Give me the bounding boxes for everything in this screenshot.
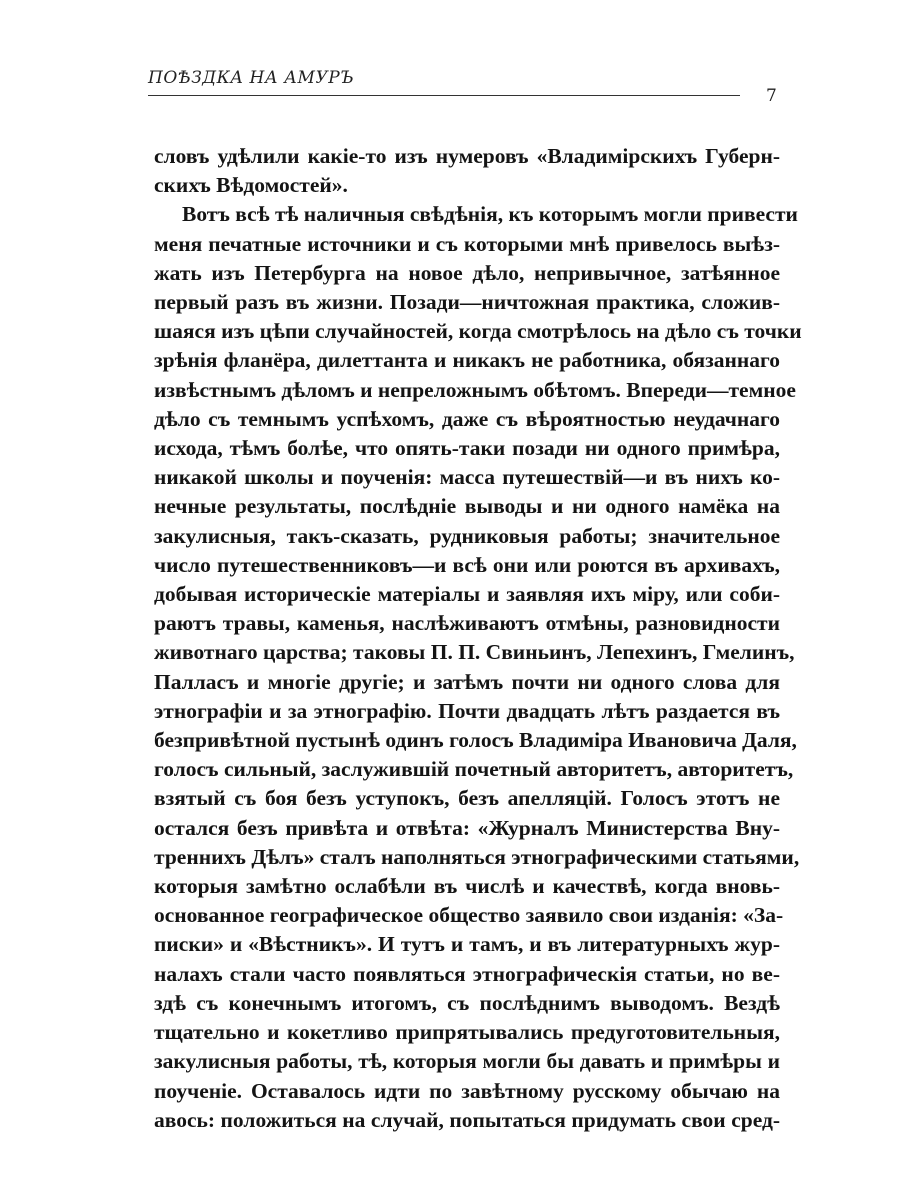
header-rule bbox=[148, 95, 740, 96]
text-line: основанное географическое общество заявило свои изданія: «За- bbox=[154, 903, 784, 928]
text-line: закулисныя, такъ-сказать, рудниковыя работы; значительное bbox=[154, 523, 780, 548]
text-line: этнографіи и за этнографію. Почти двадцать лѣтъ раздается въ bbox=[154, 698, 780, 723]
text-line: голосъ сильный, заслужившій почетный авторитетъ, авторитетъ, bbox=[154, 757, 794, 782]
text-line: треннихъ Дѣлъ» сталъ наполняться этнографическими статьями, bbox=[154, 844, 800, 869]
text-line: нечные результаты, послѣдніе выводы и ни одного намёка на bbox=[154, 494, 780, 519]
text-line: исхода, тѣмъ болѣе, что опять-таки позади ни одного примѣра, bbox=[154, 436, 780, 461]
text-line: тщательно и кокетливо припрятывались предуготовительныя, bbox=[154, 1020, 780, 1045]
text-line: извѣстнымъ дѣломъ и непреложнымъ обѣтомъ. Впереди—темное bbox=[154, 377, 796, 402]
text-line: дѣло съ темнымъ успѣхомъ, даже съ вѣроятностью неудачнаго bbox=[154, 406, 780, 431]
text-line: Вотъ всѣ тѣ наличныя свѣдѣнія, къ которымъ могли привести bbox=[182, 202, 798, 227]
text-line: писки» и «Вѣстникъ». И тутъ и тамъ, и въ литературныхъ жур- bbox=[154, 932, 780, 957]
page-number: 7 bbox=[766, 86, 777, 106]
text-line: взятый съ боя безъ уступокъ, безъ апелляцій. Голосъ этотъ не bbox=[154, 786, 780, 811]
text-line: число путешественниковъ—и всѣ они или роются въ архивахъ, bbox=[154, 552, 780, 577]
text-line: поученіе. Оставалось идти по завѣтному русскому обычаю на bbox=[154, 1078, 780, 1103]
text-line: зрѣнія фланёра, дилеттанта и никакъ не работника, обязаннаго bbox=[154, 348, 780, 373]
text-line: меня печатные источники и съ которыми мнѣ привелось выѣз- bbox=[154, 231, 780, 256]
text-line: словъ удѣлили какіе-то изъ нумеровъ «Владимірскихъ Губерн- bbox=[154, 144, 780, 168]
text-line: раютъ травы, каменья, наслѣживаютъ отмѣны, разновидности bbox=[154, 611, 780, 636]
text-line: здѣ съ конечнымъ итогомъ, съ послѣднимъ выводомъ. Вездѣ bbox=[154, 990, 780, 1015]
body-text bbox=[154, 142, 802, 1135]
text-line: которыя замѣтно ослабѣли въ числѣ и качествѣ, когда вновь- bbox=[154, 874, 780, 899]
text-line: авось: положиться на случай, попытаться придумать свои сред- bbox=[154, 1107, 780, 1132]
text-line: безпривѣтной пустынѣ одинъ голосъ Владиміра Ивановича Даля, bbox=[154, 728, 797, 753]
text-line: налахъ стали часто появляться этнографическія статьи, но ве- bbox=[154, 961, 780, 986]
text-line: Палласъ и многіе другіе; и затѣмъ почти ни одного слова для bbox=[154, 669, 780, 694]
text-line: добывая историческіе матеріалы и заявляя ихъ міру, или соби- bbox=[154, 582, 780, 607]
text-line: первый разъ въ жизни. Позади—ничтожная практика, сложив- bbox=[154, 290, 780, 315]
text-line: остался безъ привѣта и отвѣта: «Журналъ Министерства Вну- bbox=[154, 815, 780, 840]
text-line: животнаго царства; таковы П. П. Свиньинъ, Лепехинъ, Гмелинъ, bbox=[154, 640, 795, 665]
running-header-title: ПОѢЗДКА НА АМУРЪ bbox=[148, 68, 355, 88]
text-line: закулисныя работы, тѣ, которыя могли бы давать и примѣры и bbox=[154, 1049, 780, 1074]
text-line: никакой школы и поученія: масса путешествій—и въ нихъ ко- bbox=[154, 465, 780, 490]
text-line: скихъ Вѣдомостей». bbox=[154, 173, 348, 198]
text-line: шаяся изъ цѣпи случайностей, когда смотрѣлось на дѣло съ точки bbox=[154, 319, 802, 344]
text-line: жать изъ Петербурга на новое дѣло, непривычное, затѣянное bbox=[154, 260, 780, 285]
